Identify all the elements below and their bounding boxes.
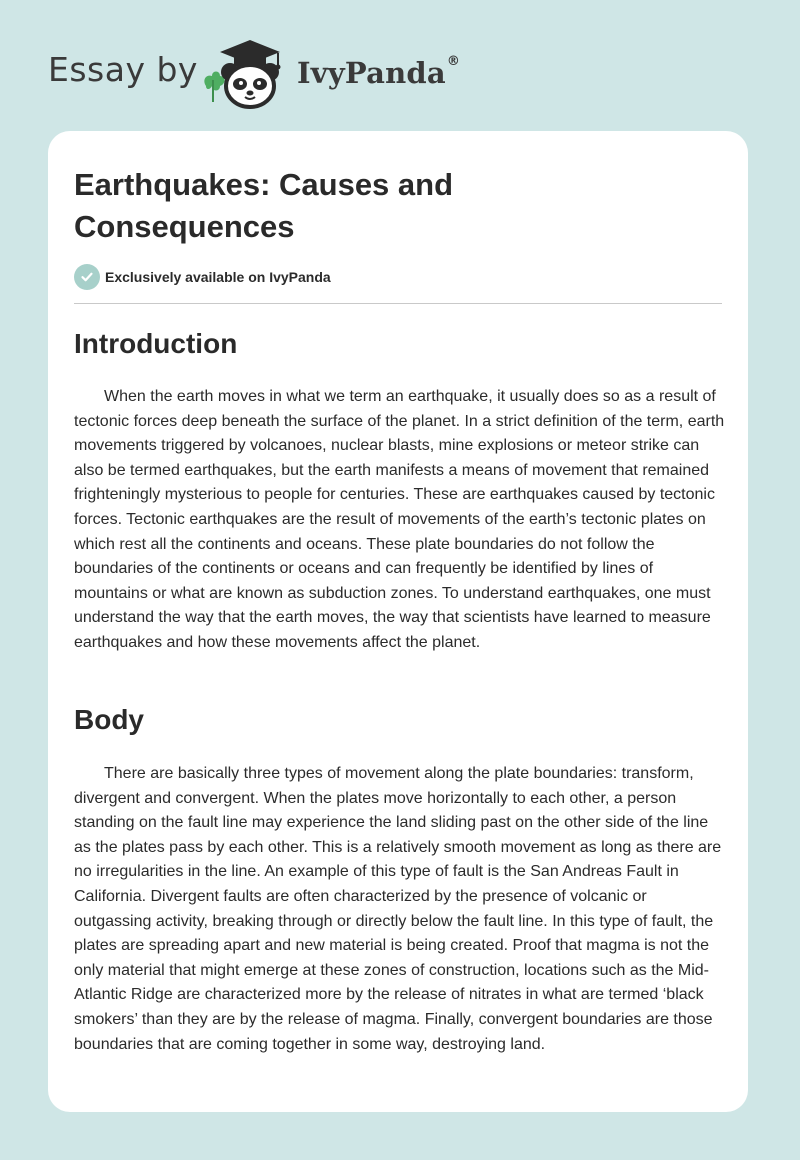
badge-text: Exclusively available on IvyPanda	[105, 269, 331, 285]
site-header	[0, 0, 800, 120]
paragraph-body: There are basically three types of movement along the plate boundaries: transform, divergent and convergent. When the plates move horizontally to each other, a person standing on the fault line may experience the land sliding past on the other side of the line as the plates pass by each other. This is a relatively smooth movement as long as there are no irregularities in the line. An example of this type of fault is the San Andreas Fault in California. Divergent faults are often characterized by the presence of volcanic or outgassing activity, breaking through or directly below the fault line. In this type of fault, the plates are spreading apart and new material is being created. Proof that magma is not the only material that might emerge at these zones of construction, locations such as the Mid-Atlantic Ridge are characterized more by the release of nitrates in what are termed ‘black smokers’ than they are by the release of magma. Finally, convergent boundaries are those boundaries that are coming together in some way, destroying land.	[74, 765, 722, 1053]
section-heading-introduction: Introduction	[74, 328, 238, 359]
brand-name: IvyPanda	[297, 56, 446, 90]
brand-logo[interactable]	[297, 56, 460, 90]
check-icon	[74, 264, 100, 290]
essay-by-label: Essay by	[48, 50, 198, 89]
essay-title: Earthquakes: Causes and Consequences	[74, 167, 454, 244]
essay-card	[48, 131, 748, 1112]
paragraph-introduction: When the earth moves in what we term an earthquake, it usually does so as a result of tectonic forces deep beneath the surface of the planet. In a strict definition of the term, earth movements triggered by volcanoes, nuclear blasts, mine explosions or meteor strike can also be termed earthquakes, but the earth manifests a means of movement that remained frighteningly mysterious to people for centuries. These are earthquakes caused by tectonic forces. Tectonic earthquakes are the result of movements of the earth’s tectonic plates on which rest all the continents and oceans. These plate boundaries do not follow the boundaries of the continents or oceans and can frequently be identified by lines of mountains or what are known as subduction zones. To understand earthquakes, one must understand the way that the earth moves, the way that scientists have learned to measure earthquakes and how these movements affect the planet.	[74, 388, 725, 651]
divider	[74, 303, 722, 304]
trademark-symbol: ®	[446, 54, 461, 69]
section-heading-body: Body	[74, 704, 144, 735]
exclusive-badge	[74, 264, 331, 290]
panda-graduate-icon[interactable]	[200, 36, 292, 110]
